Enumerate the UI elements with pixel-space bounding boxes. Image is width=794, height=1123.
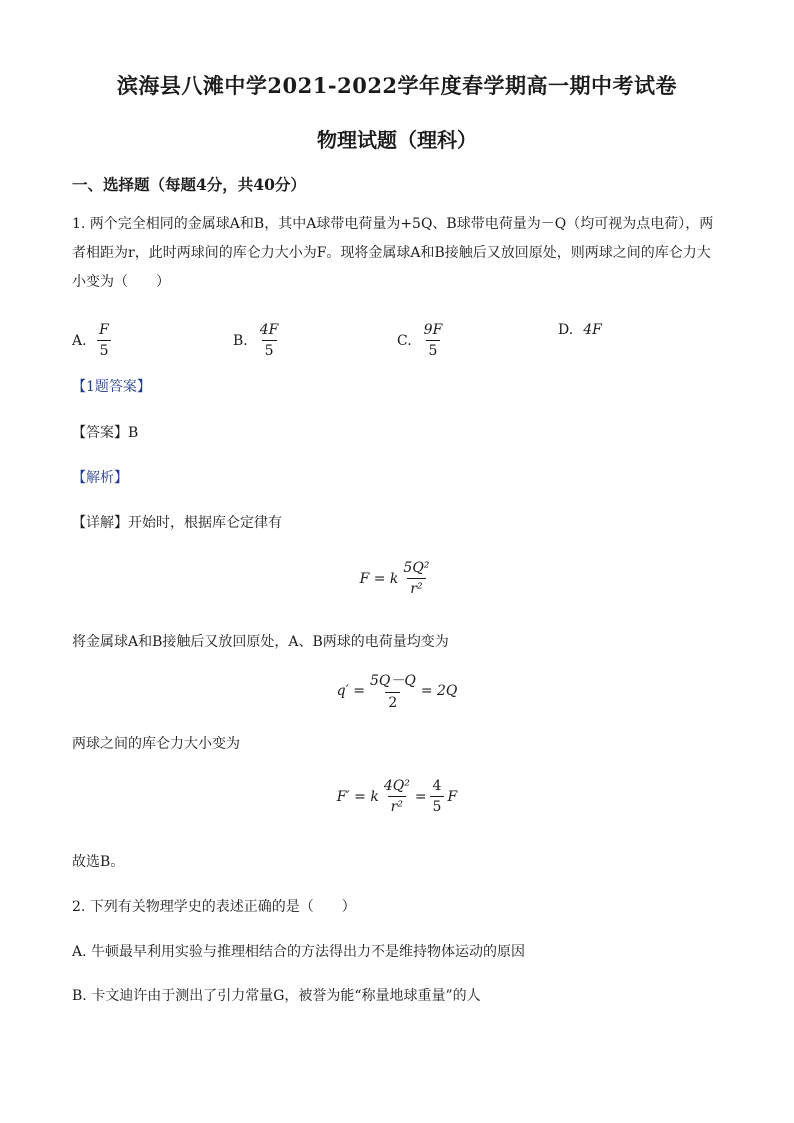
answer-line: 【答案】B bbox=[72, 425, 139, 441]
step-3-text: 两球之间的库仑力大小变为 bbox=[72, 736, 240, 752]
question-2-text: 2. 下列有关物理学史的表述正确的是（ ） bbox=[72, 899, 356, 915]
eq-rhs: = 2Q bbox=[420, 682, 458, 699]
equation-charge bbox=[0, 670, 794, 711]
option-label: C. bbox=[397, 332, 412, 349]
eq-rhs: F bbox=[447, 788, 458, 805]
fraction-denominator: r² bbox=[407, 578, 425, 597]
q1-option-c bbox=[397, 322, 444, 359]
option-fraction bbox=[258, 322, 281, 359]
eq-lhs: q′ = bbox=[336, 682, 365, 699]
step-2-text: 将金属球A和B接触后又放回原处，A、B两球的电荷量均变为 bbox=[72, 634, 449, 650]
eq-fraction bbox=[368, 670, 418, 711]
detail-line: 【详解】开始时，根据库仑定律有 bbox=[72, 515, 282, 531]
fraction-numerator: 4Q² bbox=[383, 778, 410, 794]
fraction-denominator: 5 bbox=[262, 340, 277, 359]
q1-option-a bbox=[72, 322, 111, 359]
question-1-text: 1. 两个完全相同的金属球A和B，其中A球带电荷量为+5Q、B球带电荷量为－Q（均可视为点电荷），两者相距为r，此时两球间的库仑力大小为F。现将金属球A和B接触后又放回原处，则两球之间的库仑力大小变为（ ） bbox=[72, 216, 714, 290]
eq-lhs: F = k bbox=[359, 570, 399, 587]
equation-new-force bbox=[0, 778, 794, 815]
option-label: B. bbox=[233, 332, 248, 349]
eq-fraction-2 bbox=[430, 778, 445, 815]
q1-option-b bbox=[233, 322, 280, 359]
conclusion-line: 故选B。 bbox=[72, 854, 125, 870]
q1-option-d bbox=[558, 322, 602, 338]
q2-option-b: B. 卡文迪许由于测出了引力常量G，被誉为能“称量地球重量”的人 bbox=[72, 988, 481, 1004]
fraction-numerator: F bbox=[99, 322, 109, 338]
answer-heading: 【1题答案】 bbox=[72, 379, 151, 395]
eq-fraction bbox=[401, 560, 431, 597]
fraction-denominator: 5 bbox=[430, 796, 445, 815]
option-value: 4F bbox=[583, 322, 602, 338]
fraction-numerator: 5Q² bbox=[403, 560, 430, 576]
fraction-denominator: 5 bbox=[426, 340, 441, 359]
option-label: A. bbox=[72, 332, 87, 349]
eq-lhs: F′ = k bbox=[336, 788, 379, 805]
eq-fraction bbox=[382, 778, 412, 815]
option-fraction bbox=[422, 322, 445, 359]
fraction-denominator: 2 bbox=[385, 692, 400, 711]
eq-equals: = bbox=[414, 788, 427, 805]
fraction-numerator: 5Q－Q bbox=[369, 673, 416, 689]
fraction-numerator: 9F bbox=[423, 322, 443, 338]
exam-subtitle: 物理试题（理科） bbox=[317, 128, 477, 152]
fraction-denominator: r² bbox=[388, 796, 406, 815]
option-label: D. bbox=[558, 322, 574, 338]
fraction-numerator: 4 bbox=[432, 778, 442, 794]
section-heading: 一、选择题（每题4分，共40分） bbox=[72, 175, 306, 194]
fraction-numerator: 4F bbox=[259, 322, 279, 338]
exam-title: 滨海县八滩中学2021-2022学年度春学期高一期中考试卷 bbox=[116, 73, 678, 98]
analysis-heading: 【解析】 bbox=[72, 470, 128, 486]
fraction-denominator: 5 bbox=[97, 340, 112, 359]
equation-coulomb bbox=[0, 560, 794, 597]
q2-option-a: A. 牛顿最早利用实验与推理相结合的方法得出力不是维持物体运动的原因 bbox=[72, 944, 526, 960]
option-fraction bbox=[97, 322, 112, 359]
